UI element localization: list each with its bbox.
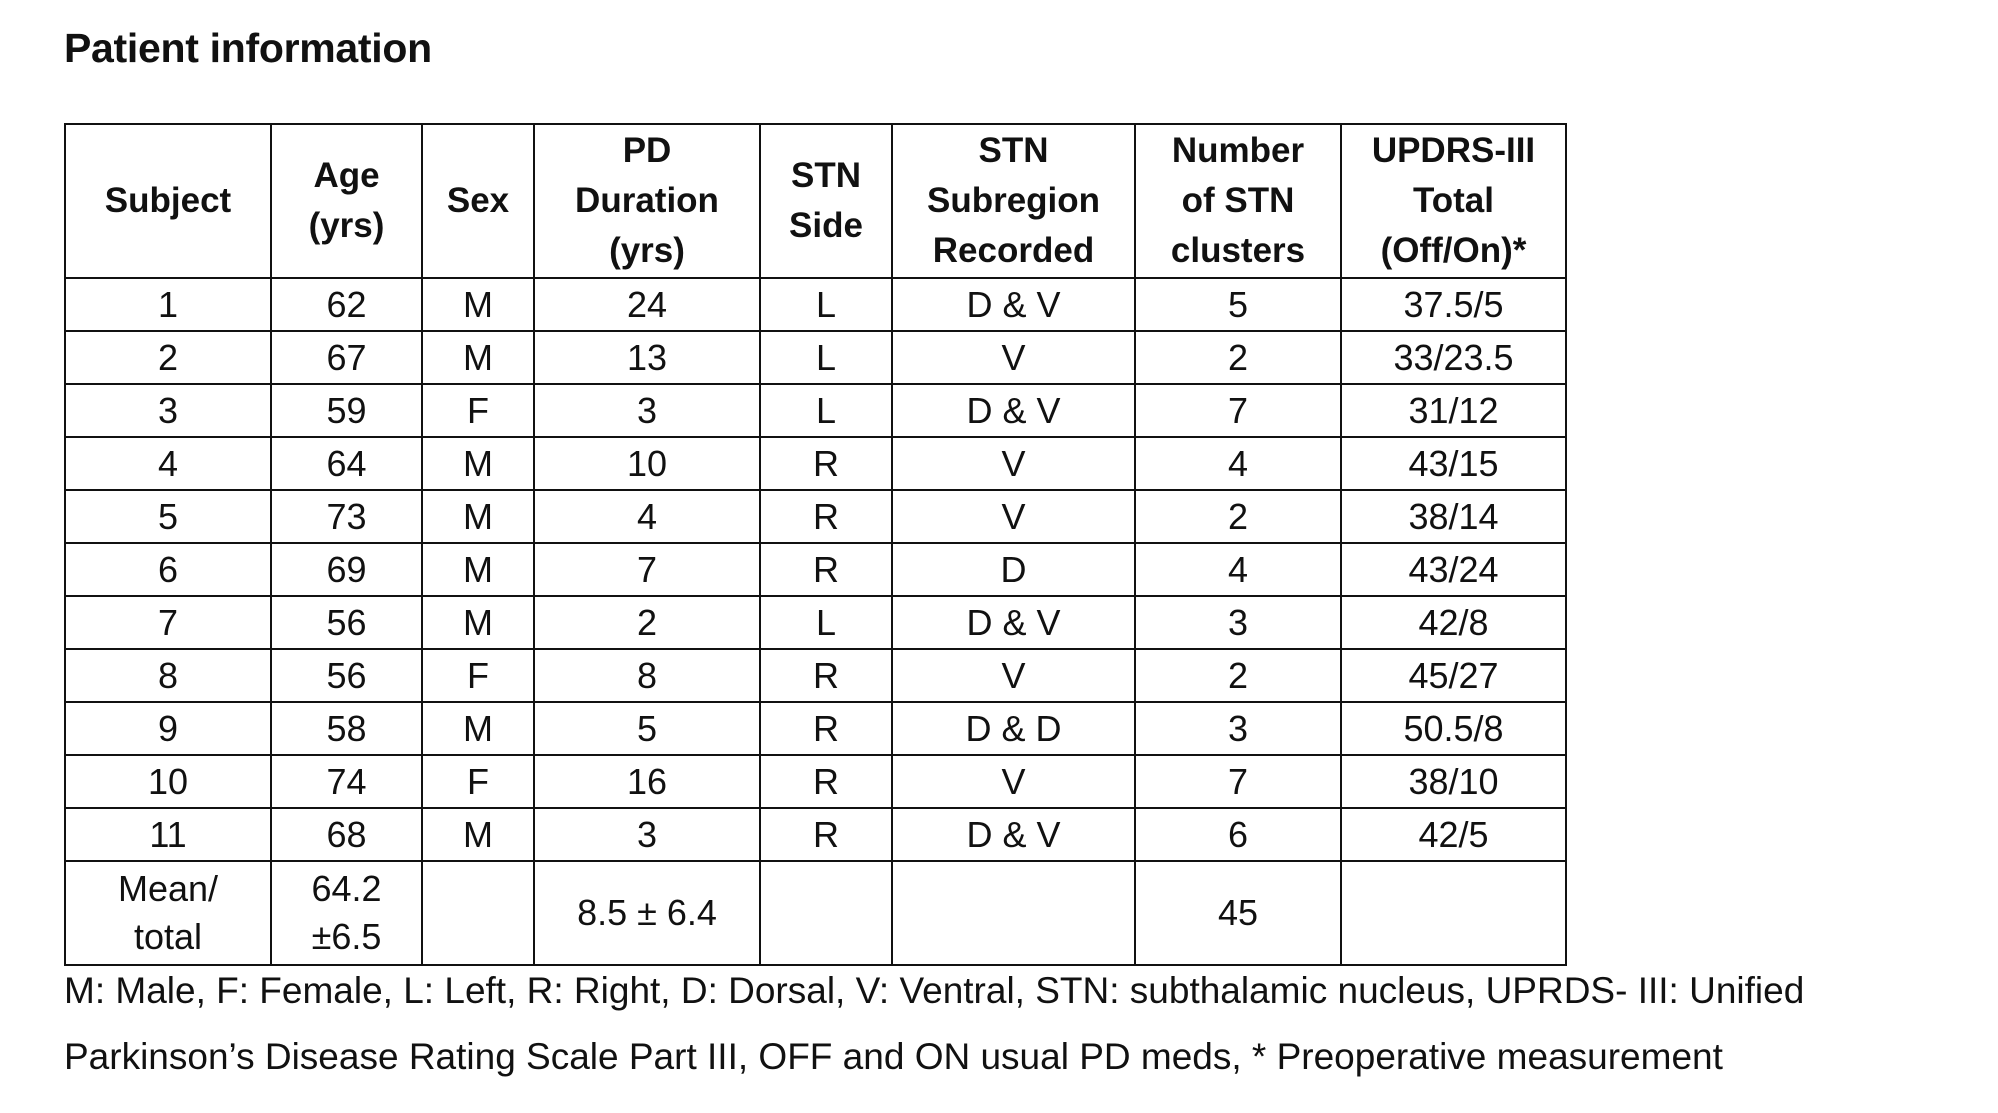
cell-pd-duration: 4 <box>534 490 760 543</box>
header-line: Side <box>789 206 863 245</box>
header-line: UPDRS-III <box>1371 131 1536 170</box>
summary-stn-subregion <box>892 861 1135 965</box>
cell-age: 74 <box>271 755 422 808</box>
cell-stn-clusters: 4 <box>1135 543 1341 596</box>
cell-age: 64 <box>271 437 422 490</box>
cell-stn-side: L <box>760 384 892 437</box>
cell-updrs: 43/24 <box>1341 543 1566 596</box>
header-line: Subregion <box>926 181 1101 220</box>
table-row <box>65 384 1566 437</box>
summary-label-line: Mean/ <box>117 868 219 909</box>
header-line: PD <box>622 131 672 170</box>
page-title: Patient information <box>64 25 432 71</box>
cell-subject: 2 <box>65 331 271 384</box>
cell-pd-duration: 7 <box>534 543 760 596</box>
cell-stn-clusters: 4 <box>1135 437 1341 490</box>
cell-stn-subregion: V <box>892 331 1135 384</box>
cell-subject: 7 <box>65 596 271 649</box>
cell-age: 56 <box>271 596 422 649</box>
summary-label <box>65 861 271 965</box>
header-line: Number <box>1171 131 1305 170</box>
cell-subject: 11 <box>65 808 271 861</box>
header-line: of STN <box>1181 181 1295 220</box>
header-line: STN <box>791 156 861 195</box>
table-row <box>65 808 1566 861</box>
cell-stn-side: R <box>760 649 892 702</box>
patient-table <box>64 123 1567 966</box>
header-pd-duration <box>534 124 760 278</box>
cell-age: 59 <box>271 384 422 437</box>
cell-pd-duration: 16 <box>534 755 760 808</box>
table-row <box>65 278 1566 331</box>
header-line: Total <box>1412 181 1494 220</box>
header-line: (Off/On)* <box>1380 231 1527 270</box>
cell-subject: 9 <box>65 702 271 755</box>
cell-pd-duration: 8 <box>534 649 760 702</box>
cell-stn-clusters: 2 <box>1135 490 1341 543</box>
cell-stn-subregion: D & D <box>892 702 1135 755</box>
cell-stn-side: L <box>760 596 892 649</box>
cell-sex: F <box>422 384 534 437</box>
cell-stn-subregion: V <box>892 755 1135 808</box>
cell-stn-side: R <box>760 808 892 861</box>
summary-sex <box>422 861 534 965</box>
cell-updrs: 43/15 <box>1341 437 1566 490</box>
cell-stn-clusters: 5 <box>1135 278 1341 331</box>
footnote <box>64 958 1984 1090</box>
header-age <box>271 124 422 278</box>
header-stn-subregion <box>892 124 1135 278</box>
cell-sex: F <box>422 649 534 702</box>
cell-pd-duration: 3 <box>534 808 760 861</box>
table-row <box>65 596 1566 649</box>
cell-updrs: 50.5/8 <box>1341 702 1566 755</box>
cell-subject: 1 <box>65 278 271 331</box>
cell-subject: 5 <box>65 490 271 543</box>
cell-stn-clusters: 3 <box>1135 596 1341 649</box>
header-line: STN <box>978 131 1049 170</box>
cell-stn-clusters: 7 <box>1135 384 1341 437</box>
cell-stn-side: R <box>760 490 892 543</box>
cell-age: 62 <box>271 278 422 331</box>
footnote-line-1: M: Male, F: Female, L: Left, R: Right, D: Dorsal, V: Ventral, STN: subthalamic nucleus, UPRDS- III: Unified <box>64 970 1805 1011</box>
cell-age: 73 <box>271 490 422 543</box>
cell-sex: F <box>422 755 534 808</box>
header-sex <box>422 124 534 278</box>
cell-stn-subregion: V <box>892 437 1135 490</box>
cell-stn-subregion: D & V <box>892 278 1135 331</box>
cell-age: 68 <box>271 808 422 861</box>
cell-stn-clusters: 2 <box>1135 331 1341 384</box>
header-line: Age <box>313 156 380 195</box>
table-row <box>65 649 1566 702</box>
cell-sex: M <box>422 702 534 755</box>
header-line: (yrs) <box>308 206 385 245</box>
cell-updrs: 38/10 <box>1341 755 1566 808</box>
cell-updrs: 33/23.5 <box>1341 331 1566 384</box>
cell-pd-duration: 13 <box>534 331 760 384</box>
header-line: clusters <box>1170 231 1306 270</box>
cell-stn-clusters: 6 <box>1135 808 1341 861</box>
cell-stn-clusters: 2 <box>1135 649 1341 702</box>
header-line: Sex <box>446 181 510 220</box>
cell-subject: 10 <box>65 755 271 808</box>
cell-pd-duration: 24 <box>534 278 760 331</box>
table-row <box>65 543 1566 596</box>
table-row <box>65 490 1566 543</box>
table-header-row <box>65 124 1566 278</box>
summary-pd-duration: 8.5 ± 6.4 <box>534 861 760 965</box>
table-row <box>65 755 1566 808</box>
footnote-line-2: Parkinson’s Disease Rating Scale Part III, OFF and ON usual PD meds, * Preoperative measurement <box>64 1036 1723 1077</box>
cell-sex: M <box>422 808 534 861</box>
cell-pd-duration: 3 <box>534 384 760 437</box>
cell-stn-side: R <box>760 437 892 490</box>
header-line: Subject <box>104 181 232 220</box>
cell-pd-duration: 2 <box>534 596 760 649</box>
cell-stn-subregion: D <box>892 543 1135 596</box>
cell-stn-subregion: D & V <box>892 596 1135 649</box>
header-line: (yrs) <box>609 231 685 270</box>
cell-sex: M <box>422 596 534 649</box>
summary-label-line: total <box>133 916 203 957</box>
header-line: Recorded <box>932 231 1095 270</box>
header-stn-side <box>760 124 892 278</box>
cell-sex: M <box>422 278 534 331</box>
cell-sex: M <box>422 437 534 490</box>
cell-sex: M <box>422 543 534 596</box>
header-updrs <box>1341 124 1566 278</box>
cell-age: 67 <box>271 331 422 384</box>
cell-subject: 4 <box>65 437 271 490</box>
summary-age-line: 64.2 <box>311 868 382 909</box>
header-stn-clusters <box>1135 124 1341 278</box>
summary-stn-side <box>760 861 892 965</box>
header-subject <box>65 124 271 278</box>
cell-age: 69 <box>271 543 422 596</box>
cell-subject: 3 <box>65 384 271 437</box>
cell-stn-clusters: 7 <box>1135 755 1341 808</box>
cell-stn-clusters: 3 <box>1135 702 1341 755</box>
cell-stn-side: L <box>760 331 892 384</box>
cell-stn-side: L <box>760 278 892 331</box>
cell-updrs: 38/14 <box>1341 490 1566 543</box>
table-row <box>65 702 1566 755</box>
table-row <box>65 331 1566 384</box>
cell-updrs: 45/27 <box>1341 649 1566 702</box>
cell-pd-duration: 5 <box>534 702 760 755</box>
summary-stn-clusters: 45 <box>1135 861 1341 965</box>
cell-stn-subregion: D & V <box>892 808 1135 861</box>
summary-age-line: ±6.5 <box>311 916 382 957</box>
cell-stn-subregion: D & V <box>892 384 1135 437</box>
cell-updrs: 42/5 <box>1341 808 1566 861</box>
cell-age: 56 <box>271 649 422 702</box>
summary-row <box>65 861 1566 965</box>
cell-updrs: 31/12 <box>1341 384 1566 437</box>
cell-stn-subregion: V <box>892 649 1135 702</box>
cell-sex: M <box>422 490 534 543</box>
cell-stn-side: R <box>760 755 892 808</box>
summary-updrs <box>1341 861 1566 965</box>
cell-subject: 8 <box>65 649 271 702</box>
cell-age: 58 <box>271 702 422 755</box>
cell-updrs: 42/8 <box>1341 596 1566 649</box>
cell-stn-side: R <box>760 702 892 755</box>
cell-stn-subregion: V <box>892 490 1135 543</box>
cell-pd-duration: 10 <box>534 437 760 490</box>
summary-age <box>271 861 422 965</box>
cell-sex: M <box>422 331 534 384</box>
cell-stn-side: R <box>760 543 892 596</box>
header-line: Duration <box>575 181 719 220</box>
cell-updrs: 37.5/5 <box>1341 278 1566 331</box>
table-row <box>65 437 1566 490</box>
cell-subject: 6 <box>65 543 271 596</box>
